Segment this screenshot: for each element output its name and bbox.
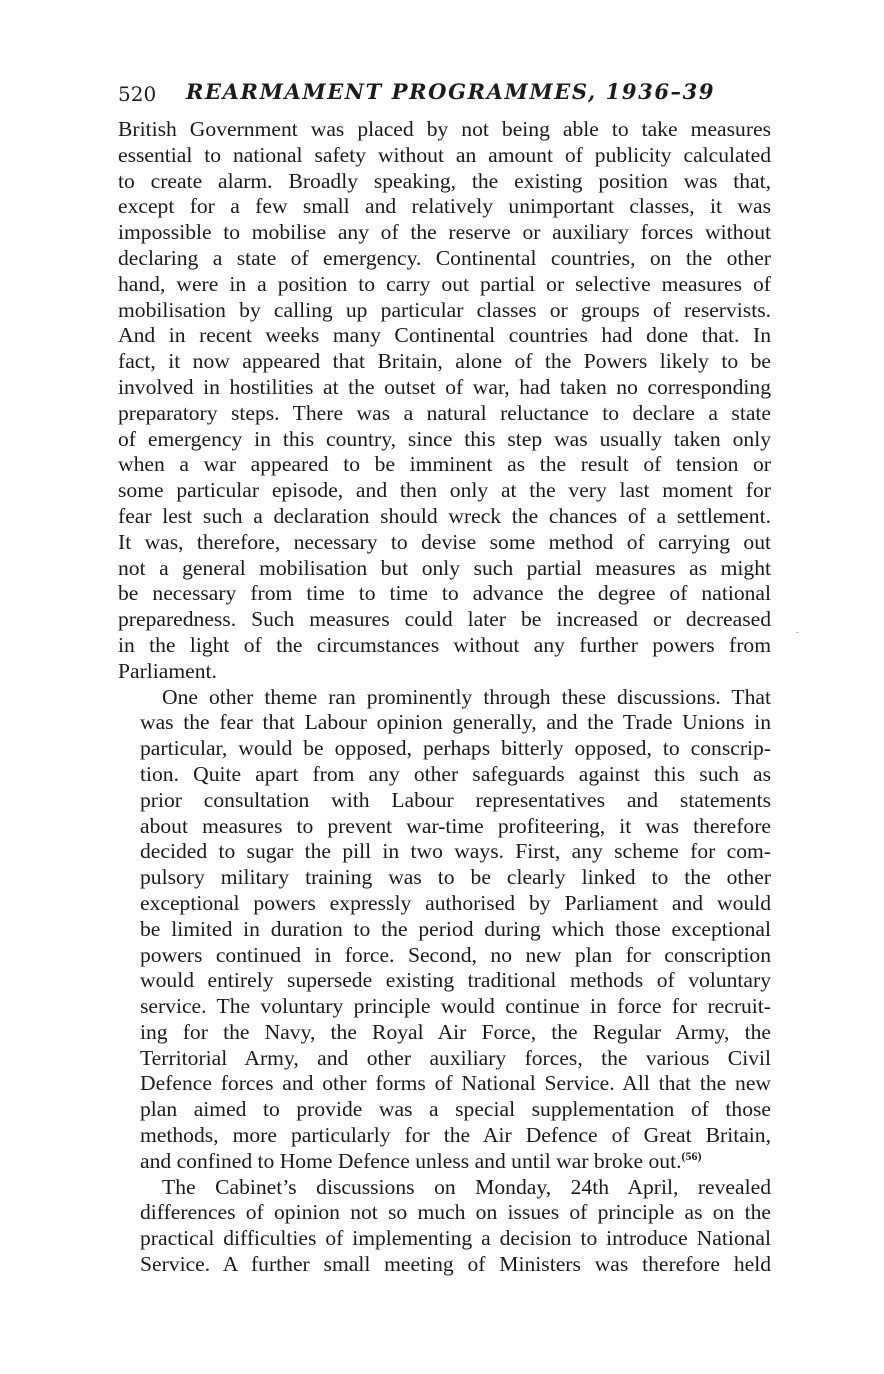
text-line: differences of opinion not so much on issues of principle as on the [140,1200,771,1225]
scan-mark [796,632,799,633]
footnote-reference[interactable]: (56) [681,1148,702,1163]
text-line: fear lest such a declaration should wreck the chances of a settlement. [118,503,771,528]
paragraph [118,1175,771,1278]
text-line: ing for the Navy, the Royal Air Force, the Regular Army, the [140,1019,771,1044]
text-line: tion. Quite apart from any other safeguards against this such as [140,761,771,786]
running-head [118,76,778,110]
text-line: would entirely supersede existing traditional methods of voluntary [140,968,771,993]
text-line: preparatory steps. There was a natural reluctance to declare a state [118,400,771,425]
text-line: decided to sugar the pill in two ways. First, any scheme for com- [140,839,771,864]
text-line: Parliament. [118,658,217,683]
text-line: mobilisation by calling up particular classes or groups of reservists. [118,297,771,322]
text-line: when a war appeared to be imminent as the result of tension or [118,452,771,477]
text-line: not a general mobilisation but only such partial measures as might [118,555,771,580]
text-line: to create alarm. Broadly speaking, the existing position was that, [118,168,771,193]
text-line: hand, were in a position to carry out partial or selective measures of [118,271,771,296]
text-line: pulsory military training was to be clearly linked to the other [140,865,771,890]
text-line: of emergency in this country, since this step was usually taken only [118,426,771,451]
text-line: in the light of the circumstances without any further powers from [118,632,771,657]
text-line: powers continued in force. Second, no new plan for conscription [140,942,771,967]
text-line: involved in hostilities at the outset of war, had taken no corresponding [118,374,771,399]
text-line: essential to national safety without an amount of publicity calculated [118,142,771,167]
text-line: Service. A further small meeting of Ministers was therefore held [140,1252,771,1277]
text-line: prior consultation with Labour representatives and statements [140,787,771,812]
text-line: service. The voluntary principle would continue in force for recruit- [140,994,771,1019]
text-line: Defence forces and other forms of National Service. All that the new [140,1071,771,1096]
text-line: plan aimed to provide was a special supplementation of those [140,1097,771,1122]
text-line: particular, would be opposed, perhaps bitterly opposed, to conscrip- [140,736,771,761]
body-text [118,117,771,1278]
text-line: Territorial Army, and other auxiliary forces, the various Civil [140,1045,771,1070]
text-line: be limited in duration to the period during which those exceptional [140,916,771,941]
text-line: fact, it now appeared that Britain, alone of the Powers likely to be [118,349,771,374]
text-line: practical difficulties of implementing a decision to introduce National [140,1226,771,1251]
text-line: preparedness. Such measures could later be increased or decreased [118,607,771,632]
text-line: impossible to mobilise any of the reserve or auxiliary forces without [118,220,771,245]
text-line: British Government was placed by not being able to take measures [118,117,771,141]
text-line: declaring a state of emergency. Continental countries, on the other [118,245,771,270]
text-line: It was, therefore, necessary to devise some method of carrying out [118,529,771,554]
text-line: methods, more particularly for the Air Defence of Great Britain, [140,1123,771,1148]
running-title: REARMAMENT PROGRAMMES, 1936–39 [186,79,716,104]
text-line: and confined to Home Defence unless and until war broke out.$^{(56)}$ [140,1148,702,1173]
text-line: exceptional powers expressly authorised by Parliament and would [140,890,771,915]
text-line: about measures to prevent war-time profiteering, it was therefore [140,813,771,838]
paragraph [118,117,771,685]
paragraph [118,685,771,1175]
text-line: be necessary from time to time to advance the degree of national [118,581,771,606]
text-line: One other theme ran prominently through these discussions. That [162,684,771,709]
text-line: some particular episode, and then only at the very last moment for [118,478,771,503]
page-number: 520 [118,82,157,106]
text-line: was the fear that Labour opinion generally, and the Trade Unions in [140,710,771,735]
text-line: except for a few small and relatively unimportant classes, it was [118,194,771,219]
text-line: And in recent weeks many Continental countries had done that. In [118,323,771,348]
text-line: The Cabinet’s discussions on Monday, 24th April, revealed [162,1174,771,1199]
